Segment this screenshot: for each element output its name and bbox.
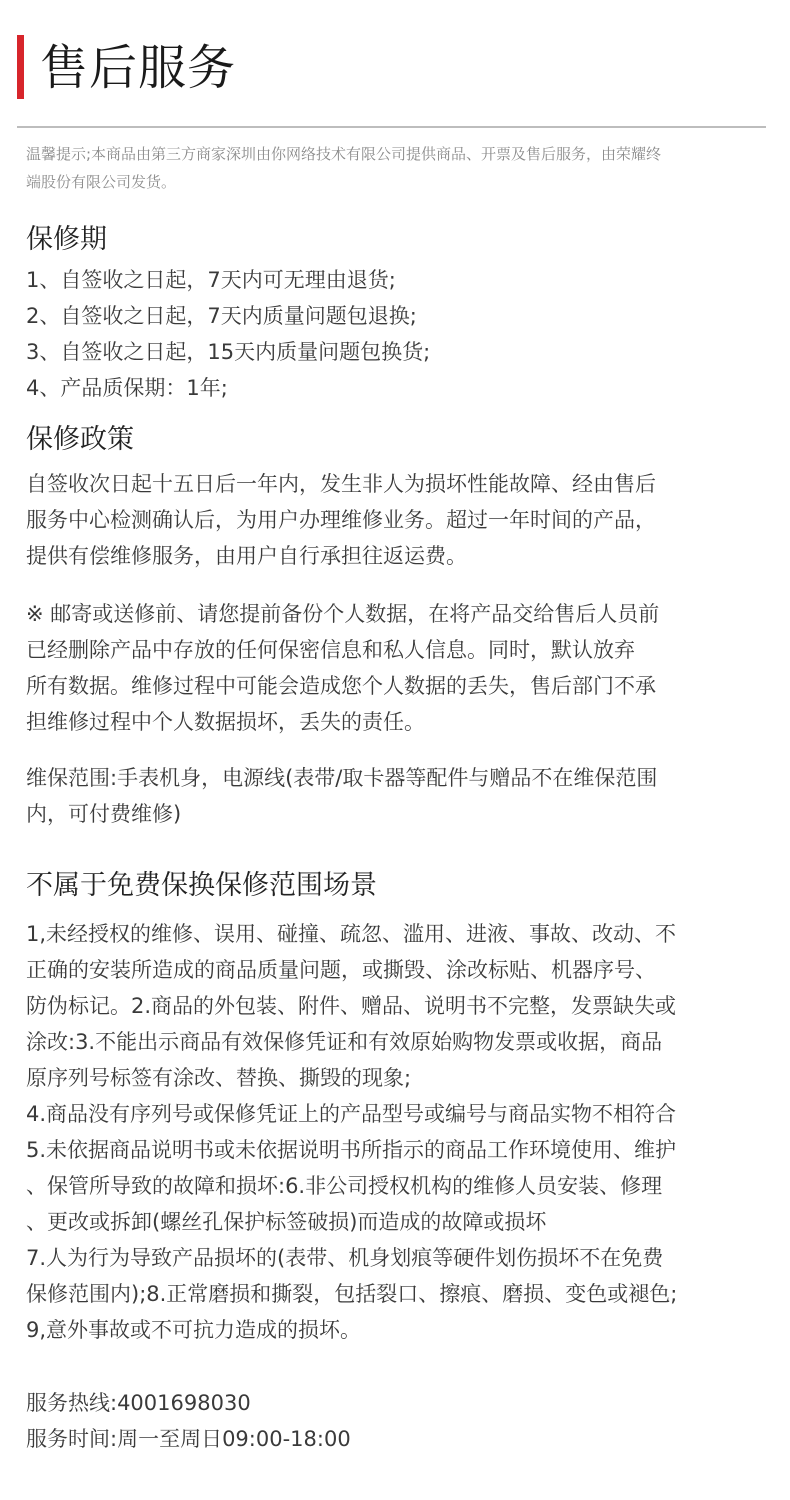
list-item: 1、自签收之日起，7天内可无理由退货;: [26, 268, 396, 292]
exclusion-line: 5.未依据商品说明书或未依据说明书所指示的商品工作环境使用、维护: [26, 1138, 677, 1162]
exclusion-line: 、保管所导致的故障和损坏:6.非公司授权机构的维修人员安装、修理: [26, 1174, 663, 1198]
paragraph-line: 提供有偿维修服务，由用户自行承担往返运费。: [26, 544, 467, 568]
exclusion-line: 涂改:3.不能出示商品有效保修凭证和有效原始购物发票或收据，商品: [26, 1030, 663, 1054]
warranty-policy-section: [26, 422, 771, 832]
list-item: 4、产品质保期：1年;: [26, 376, 228, 400]
title-divider: [17, 126, 766, 128]
title-accent-bar: [17, 35, 24, 99]
notice-line: 端股份有限公司发货。: [26, 173, 177, 191]
warranty-policy-heading: 保修政策: [26, 424, 134, 455]
scope-line: 维保范围:手表机身，电源线(表带/取卡器等配件与赠品不在维保范围: [26, 766, 658, 790]
exclusions-list: [26, 916, 771, 1348]
note-line: 已经删除产品中存放的任何保密信息和私人信息。同时，默认放弃: [26, 638, 635, 662]
contact-section: [26, 1385, 771, 1457]
warranty-policy-paragraph: [26, 466, 771, 574]
scope-line: 内，可付费维修): [26, 802, 182, 826]
exclusion-line: 正确的安装所造成的商品质量问题，或撕毁、涂改标贴、机器序号、: [26, 958, 656, 982]
note-line: ※ 邮寄或送修前、请您提前备份个人数据，在将产品交给售后人员前: [26, 602, 660, 626]
exclusion-line: 4.商品没有序列号或保修凭证上的产品型号或编号与商品实物不相符合: [26, 1102, 677, 1126]
seller-notice: [26, 140, 766, 196]
notice-line: 温馨提示;本商品由第三方商家深圳由你网络技术有限公司提供商品、开票及售后服务，由荣耀终: [26, 145, 662, 163]
exclusions-section: [26, 868, 771, 1348]
paragraph-line: 自签收次日起十五日后一年内，发生非人为损坏性能故障、经由售后: [26, 472, 656, 496]
contact-info: [26, 1385, 771, 1457]
data-backup-note: [26, 596, 771, 740]
list-item: 3、自签收之日起，15天内质量问题包换货;: [26, 340, 431, 364]
service-hours: 服务时间:周一至周日09:00-18:00: [26, 1427, 351, 1451]
note-line: 担维修过程中个人数据损坏，丢失的责任。: [26, 710, 425, 734]
list-item: 2、自签收之日起，7天内质量问题包退换;: [26, 304, 417, 328]
service-hotline: 服务热线:4001698030: [26, 1391, 251, 1415]
exclusion-line: 9,意外事故或不可抗力造成的损坏。: [26, 1318, 362, 1342]
exclusions-heading: 不属于免费保换保修范围场景: [26, 870, 377, 901]
warranty-period-heading: 保修期: [26, 224, 107, 255]
exclusion-line: 保修范围内);8.正常磨损和撕裂，包括裂口、擦痕、磨损、变色或褪色;: [26, 1282, 678, 1306]
exclusion-line: 、更改或拆卸(螺丝孔保护标签破损)而造成的故障或损坏: [26, 1210, 547, 1234]
warranty-scope: [26, 760, 771, 832]
note-line: 所有数据。维修过程中可能会造成您个人数据的丢失，售后部门不承: [26, 674, 656, 698]
exclusion-line: 防伪标记。2.商品的外包装、附件、赠品、说明书不完整，发票缺失或: [26, 994, 677, 1018]
page-title: 售后服务: [40, 40, 237, 96]
warranty-period-list: [26, 262, 771, 406]
warranty-period-section: [26, 222, 771, 406]
paragraph-line: 服务中心检测确认后，为用户办理维修业务。超过一年时间的产品，: [26, 508, 656, 532]
exclusion-line: 7.人为行为导致产品损坏的(表带、机身划痕等硬件划伤损坏不在免费: [26, 1246, 664, 1270]
exclusion-line: 1,未经授权的维修、误用、碰撞、疏忽、滥用、进液、事故、改动、不: [26, 922, 677, 946]
exclusion-line: 原序列号标签有涂改、替换、撕毁的现象;: [26, 1066, 412, 1090]
